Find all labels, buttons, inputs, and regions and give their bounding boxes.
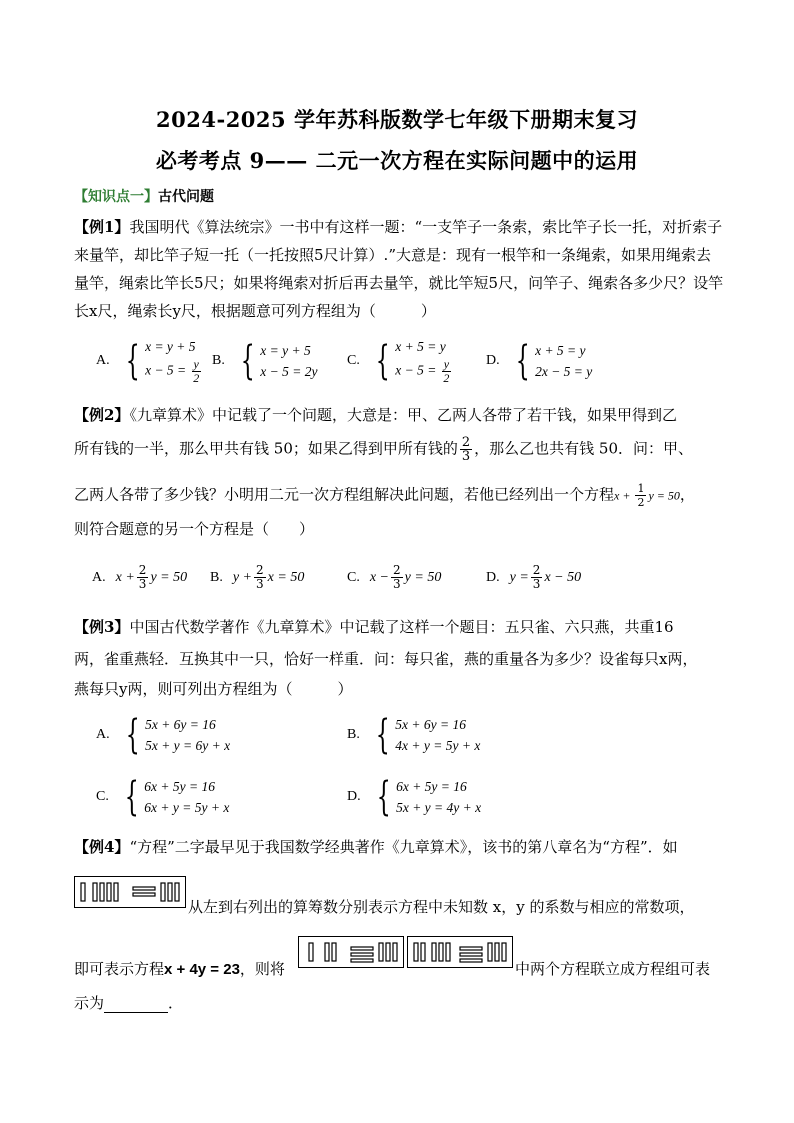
eq-1: x = y + 5 — [260, 343, 311, 358]
counting-rods-icon — [408, 937, 512, 967]
example-4-line-3a — [74, 958, 285, 979]
counting-rods-image-3 — [407, 936, 513, 968]
ex3-choice-c[interactable]: C. { 6x + 5y = 16 6x + y = 5y + x — [96, 774, 230, 820]
example-2-tag: 【例2】 — [74, 406, 130, 424]
eq-1: x = y + 5 — [145, 339, 196, 354]
eq-2: x − 5 = — [145, 362, 190, 378]
eq-pre: x − — [369, 569, 390, 585]
example-3-line-3: 燕每只y两，则可列出方程组为（ ） — [74, 680, 353, 698]
example-1-body: 我国明代《算法统宗》一书中有这样一题：“一支竿子一条索，索比竿子长一托，对折索子来量竿，却比竿子短一托（一托按照5尺计算）.”大意是：现有一根竿和一条绳索，如果用绳索去量竿，绳索比竿长5尺；如果将绳索对折后再去量竿，就比竿短5尺，问竿子、绳索各多少尺？设竿长x尺，绳索长y尺，根据题意可列方程组为（ ） — [74, 218, 724, 320]
ex2-text-3end: ， — [679, 485, 695, 504]
example-2-line-2 — [74, 436, 693, 463]
example-4-line-1 — [74, 836, 678, 857]
eq-2: 4x + y = 5y + x — [395, 738, 481, 753]
example-4-line-3c: 中两个方程联立成方程组可表 — [515, 960, 711, 978]
eq-pre: x + — [115, 569, 135, 585]
ex2-text-2b: ，那么乙也共有钱 50．问：甲、 — [474, 439, 693, 458]
example-1-tag: 【例1】 — [74, 218, 130, 236]
answer-blank[interactable] — [104, 996, 168, 1013]
eq-pre: y = — [509, 569, 529, 585]
frac-den: 2 — [637, 496, 645, 509]
example-1-text — [74, 213, 724, 325]
frac-den: 3 — [461, 449, 471, 464]
eq-post: x − 50 — [544, 569, 582, 585]
example-2-line-3 — [74, 482, 695, 509]
ex1-choice-d[interactable]: D. { x + 5 = y 2x − 5 = y — [486, 338, 593, 384]
choice-letter: A. — [96, 352, 110, 368]
choice-letter: D. — [486, 353, 500, 368]
example-2-line-1 — [74, 404, 677, 425]
eq-2: 5x + y = 4y + x — [396, 800, 482, 815]
choice-letter: B. — [347, 727, 360, 742]
choice-letter: B. — [210, 569, 223, 585]
eq-post: y = 50 — [150, 569, 188, 585]
ex3-text-1: 中国古代数学著作《九章算术》中记载了这样一个题目：五只雀、六只燕，共重16 — [129, 618, 674, 636]
ex2-text-2a: 所有钱的一半，那么甲共有钱 50；如果乙得到甲所有钱的 — [74, 439, 458, 458]
choice-letter: A. — [96, 727, 110, 742]
choice-letter: D. — [486, 569, 500, 585]
ex2-choice-b[interactable]: B. y + $\frac{2}{3}$ x = 50 — [210, 563, 305, 591]
section-heading — [74, 186, 214, 206]
choice-letter: A. — [92, 569, 106, 585]
eq-2: x − 5 = — [395, 362, 440, 378]
ex3-choice-a[interactable]: A. { 5x + 6y = 16 5x + y = 6y + x — [96, 712, 231, 758]
choice-letter: C. — [347, 569, 360, 585]
ex2-choice-d[interactable]: D. y = $\frac{2}{3}$ x − 50 — [486, 563, 582, 591]
eq-1: x + 5 = y — [535, 343, 586, 358]
counting-rods-image — [74, 876, 186, 908]
example-3-line-2: 两，雀重燕轻．互换其中一只，恰好一样重．问：每只雀，燕的重量各为多少？设雀每只x两， — [74, 650, 698, 668]
ex4-text-3a: 即可表示方程 — [74, 960, 165, 978]
ex4-text-1: “方程”二字最早见于我国数学经典著作《九章算术》，该书的第八章名为“方程”．如 — [129, 838, 678, 856]
title-line-2: 必考考点 9—— 二元一次方程在实际问题中的运用 — [155, 148, 639, 173]
eq-1: 5x + 6y = 16 — [145, 717, 216, 732]
eq-2: 2x − 5 = y — [535, 364, 593, 379]
eq-post: x = 50 — [267, 569, 305, 585]
example-3-line-1 — [74, 616, 674, 637]
frac-num: 2 — [461, 435, 471, 450]
choice-letter: C. — [347, 352, 360, 368]
section-label: 【知识点一】 — [74, 189, 158, 205]
choice-letter: B. — [212, 353, 225, 368]
ex3-choice-d[interactable]: D. { 6x + 5y = 16 5x + y = 4y + x — [347, 774, 482, 820]
ex2-choice-a[interactable]: A. x + $\frac{2}{3}$ y = 50 — [92, 563, 188, 591]
ex1-choice-c[interactable]: C. { x + 5 = y x − 5 = $\frac{y}{2}$ — [347, 336, 453, 385]
choice-letter: D. — [347, 789, 361, 804]
eq-1: 6x + 5y = 16 — [144, 779, 216, 794]
counting-rods-icon — [299, 937, 403, 967]
eq-1: 5x + 6y = 16 — [395, 717, 467, 732]
example-2-line-4: 则符合题意的另一个方程是（ ） — [74, 520, 315, 538]
eq-2: 5x + y = 6y + x — [145, 738, 231, 753]
ex2-eq-post: y = 50 — [648, 488, 680, 503]
ex2-text-3a: 乙两人各带了多少钱？小明用二元一次方程组解决此问题，若他已经列出一个方程 — [74, 485, 615, 504]
ex4-equation: x + 4y = 23 — [164, 961, 240, 978]
counting-rods-image-2 — [298, 936, 404, 968]
ex2-text-1: 《九章算术》中记载了一个问题，大意是：甲、乙两人各带了若干钱，如果甲得到乙 — [129, 406, 677, 424]
choice-letter: C. — [96, 789, 109, 804]
eq-1: x + 5 = y — [395, 339, 446, 354]
frac-num: 1 — [637, 482, 645, 495]
ex4-text-4end: ． — [168, 994, 184, 1012]
eq-post: y = 50 — [404, 569, 442, 585]
example-4-line-2: 从左到右列出的算筹数分别表示方程中未知数 x，y 的系数与相应的常数项， — [188, 898, 695, 916]
ex4-text-3b: ，则将 — [239, 960, 285, 978]
ex1-choice-b[interactable]: B. { x = y + 5 x − 5 = 2y — [212, 338, 318, 384]
title-line-1: 2024-2025 学年苏科版数学七年级下册期末复习 — [156, 107, 638, 132]
eq-pre: y + — [232, 569, 253, 585]
example-4-tag: 【例4】 — [74, 838, 130, 856]
eq-2: 6x + y = 5y + x — [144, 800, 230, 815]
eq-2: x − 5 = 2y — [260, 364, 318, 379]
example-3-tag: 【例3】 — [74, 618, 130, 636]
section-name: 古代问题 — [158, 189, 214, 205]
ex3-choice-b[interactable]: B. { 5x + 6y = 16 4x + y = 5y + x — [347, 712, 481, 758]
ex1-choice-a[interactable]: A. { x = y + 5 x − 5 = $\frac{y}{2}$ — [96, 336, 203, 385]
ex2-choice-c[interactable]: C. x − $\frac{2}{3}$ y = 50 — [347, 563, 442, 591]
ex2-eq-pre: x + — [614, 488, 634, 503]
ex4-text-4: 示为 — [74, 994, 105, 1012]
counting-rods-icon — [75, 877, 185, 907]
eq-1: 6x + 5y = 16 — [396, 779, 467, 794]
example-4-line-4 — [74, 992, 183, 1013]
